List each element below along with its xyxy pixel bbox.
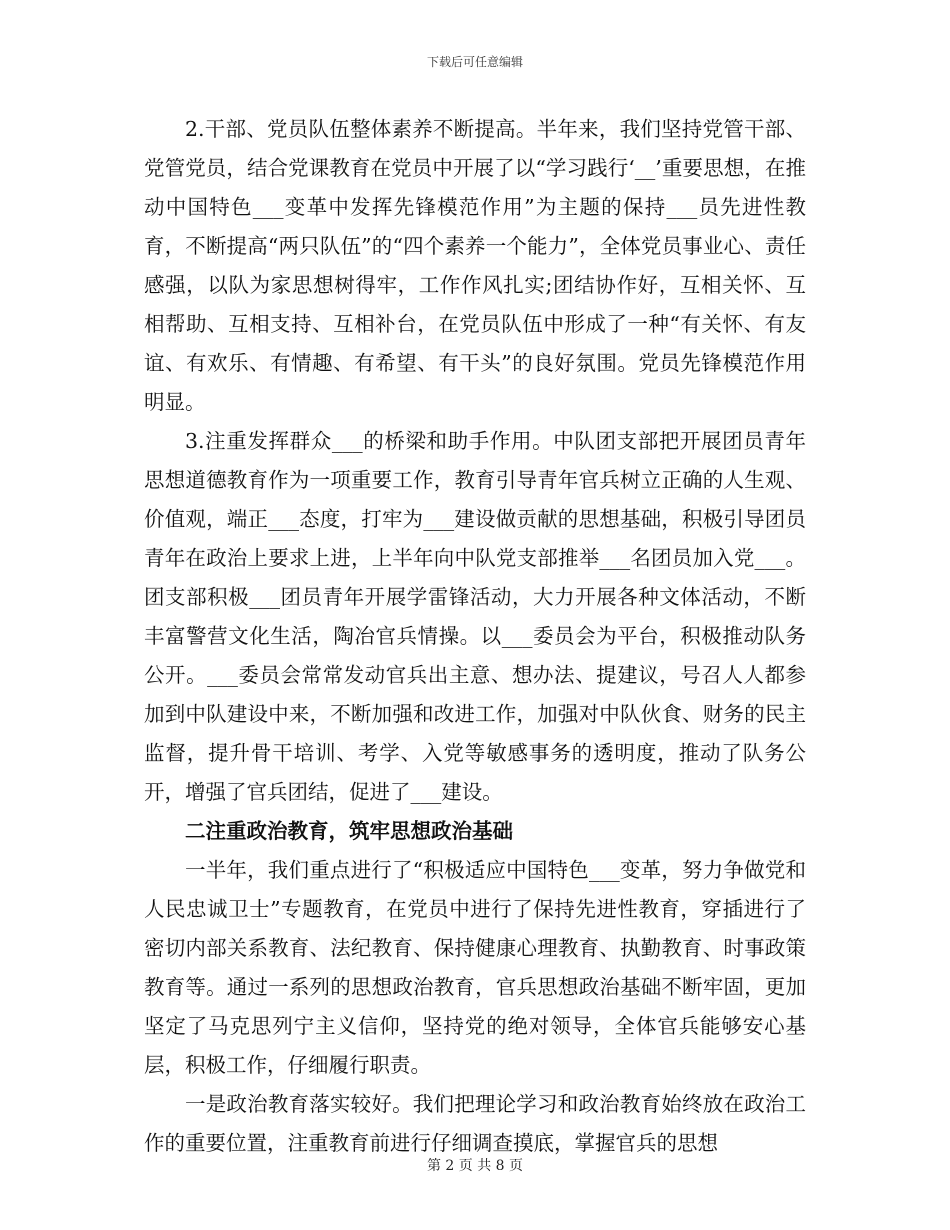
page-header: 下载后可任意编辑: [426, 55, 523, 69]
paragraph-mass-organization: 3.注重发挥群众___的桥梁和助手作用。中队团支部把开展团员青年思想道德教育作为一项重要工作，教育引导青年官兵树立正确的人生观、价值观，端正___态度，打牢为___建设做贡献的思想基础，积极引导团员青年在政治上要求上进，上半年向中队党支部推举___名团员加入党___。团支部积极___团员青年开展学雷锋活动，大力开展各种文体活动，不断丰富警营文化生活，陶冶官兵情操。以___委员会为平台，积极推动队务公开。___委员会常常发动官兵出主意、想办法、提建议，号召人人都参加到中队建设中来，不断加强和改进工作，加强对中队伙食、财务的民主监督，提升骨干培训、考学、入党等敏感事务的透明度，推动了队务公开，增强了官兵团结，促进了___建设。: [144, 429, 806, 804]
paragraph-cadre-quality: 2.干部、党员队伍整体素养不断提高。半年来，我们坚持党管干部、党管党员，结合党课教育在党员中开展了以“学习践行‘__’重要思想，在推动中国特色___变革中发挥先锋模范作用”为主题的保持___员先进性教育，不断提高“两只队伍”的“四个素养一个能力”，全体党员事业心、责任感强，以队为家思想树得牢，工作作风扎实;团结协作好，互相关怀、互相帮助、互相支持、互相补台，在党员队伍中形成了一种“有关怀、有友谊、有欢乐、有情趣、有希望、有干头”的良好氛围。党员先锋模范作用明显。: [144, 117, 806, 414]
paragraph-political-education: 一半年，我们重点进行了“积极适应中国特色___变革，努力争做党和人民忠诚卫士”专题教育，在党员中进行了保持先进性教育，穿插进行了密切内部关系教育、法纪教育、保持健康心理教育、执勤教育、时事政策教育等。通过一系列的思想政治教育，官兵思想政治基础不断牢固，更加坚定了马克思列宁主义信仰，坚持党的绝对领导，全体官兵能够安心基层，积极工作，仔细履行职责。: [144, 858, 806, 1077]
page-number: 第 2 页 共 8 页: [426, 1158, 524, 1174]
document-body: [144, 110, 806, 1163]
section-heading: 二注重政治教育，筑牢思想政治基础: [185, 819, 513, 843]
paragraph-education-implementation: 一是政治教育落实较好。我们把理论学习和政治教育始终放在政治工作的重要位置，注重教育前进行仔细调查摸底，掌握官兵的思想: [144, 1092, 806, 1155]
